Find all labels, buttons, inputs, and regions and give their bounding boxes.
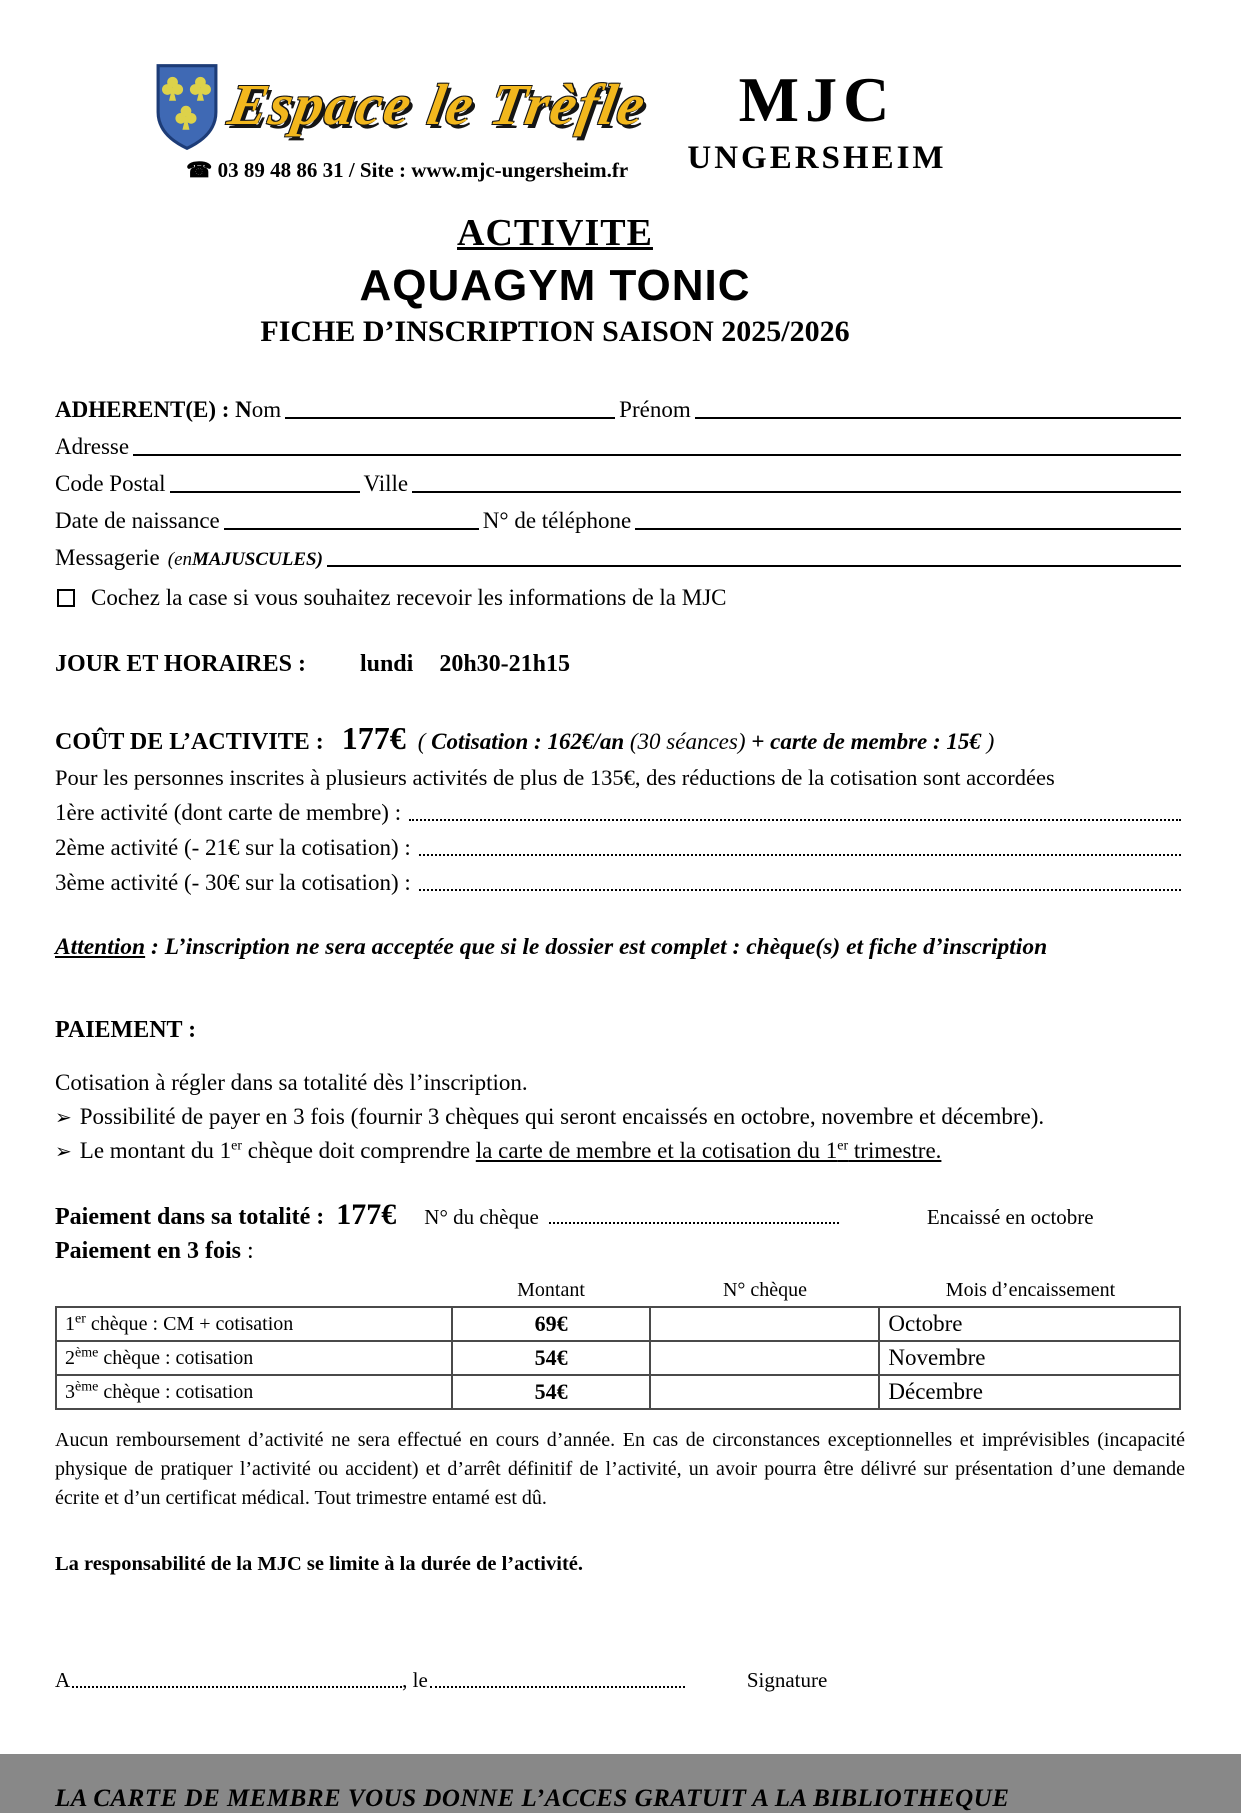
cashed-october-label: Encaissé en octobre	[926, 1205, 1094, 1229]
split-label: Paiement en 3 fois	[55, 1238, 241, 1264]
signature-line	[55, 1668, 1185, 1693]
row-2-amount: 54€	[452, 1341, 650, 1375]
place-label: A	[55, 1668, 71, 1692]
paren-open: (	[417, 729, 426, 754]
payment-table	[55, 1306, 1181, 1410]
row-3-amount: 54€	[452, 1375, 650, 1409]
row-3-label	[56, 1375, 452, 1409]
reduction-line-3	[55, 870, 1185, 896]
schedule-day: lundi	[359, 651, 414, 677]
row-1-cheque-field[interactable]	[650, 1307, 879, 1341]
adresse-field[interactable]	[133, 454, 1181, 456]
cost-membre: carte de membre : 15€	[770, 729, 981, 754]
header-spacer	[55, 1279, 452, 1302]
row-3-num: 3	[65, 1380, 75, 1403]
header-numero-cheque: N° chèque	[722, 1279, 808, 1301]
refund-policy-text: Aucun remboursement d’activité ne sera effectué en cours d’année. En cas de circonstances exceptionnelles et imprévisibles (incapacité physique de pratiquer l’activité ou accident) et d’arrêt définitif de l’activité, un avoir pourra être délivré sur présentation d’une demande écrite et d’un certificat médical. Tout trimestre entamé est dû.	[55, 1429, 1185, 1509]
row-1-month: Octobre	[879, 1307, 1180, 1341]
naissance-label: Date de naissance	[55, 508, 220, 533]
paren-close: )	[986, 729, 995, 754]
row-3-sup: ème	[75, 1378, 99, 1394]
table-row	[56, 1341, 1180, 1375]
telephone-label: N° de téléphone	[482, 508, 632, 533]
schedule-time: 20h30-21h15	[439, 651, 571, 677]
messagerie-field[interactable]	[327, 565, 1181, 567]
form-subtitle: FICHE D’INSCRIPTION SAISON 2025/2026	[260, 315, 850, 348]
activity-label: ACTIVITE	[457, 212, 653, 254]
cost-seances: (30 séances)	[629, 729, 746, 754]
cost-plus: +	[751, 729, 765, 754]
row-2-label	[56, 1341, 452, 1375]
arrow-bullet-icon: ➢	[55, 1107, 72, 1129]
schedule-label: JOUR ET HORAIRES :	[55, 651, 306, 677]
total-price: 177€	[336, 1198, 397, 1231]
row-2-cheque-field[interactable]	[650, 1341, 879, 1375]
reduction-2-field[interactable]	[419, 854, 1181, 856]
row-adresse	[55, 434, 1185, 460]
row-nom-prenom	[55, 397, 1185, 423]
row-naissance-tel	[55, 508, 1185, 534]
messagerie-note-caps: MAJUSCULES)	[192, 549, 323, 570]
row-2-sup: ème	[75, 1344, 99, 1360]
payment-intro: Cotisation à régler dans sa totalité dès l’inscription.	[55, 1070, 528, 1095]
row-2-text: chèque : cotisation	[98, 1346, 254, 1369]
total-payment-line	[55, 1198, 1185, 1232]
bullet-2-sup1: er	[231, 1138, 243, 1154]
messagerie-note-prefix: (en	[167, 549, 193, 570]
row-3-text: chèque : cotisation	[98, 1380, 254, 1403]
cost-line	[55, 720, 1185, 757]
row-1-text: chèque : CM + cotisation	[85, 1312, 294, 1335]
table-row	[56, 1307, 1180, 1341]
phone-icon: ☎	[186, 158, 213, 182]
payment-bullet-1	[55, 1104, 1185, 1130]
attention-text: : L’inscription ne sera acceptée que si le dossier est complet : chèque(s) et fiche d’inscription	[145, 934, 1048, 960]
ville-field[interactable]	[412, 491, 1181, 493]
signature-label: Signature	[746, 1668, 828, 1692]
code-postal-label: Code Postal	[55, 471, 166, 496]
cheque-number-field[interactable]	[549, 1222, 839, 1224]
org-name-block	[687, 64, 947, 177]
bullet-1-text: Possibilité de payer en 3 fois (fournir 3 chèques qui seront encaissés en octobre, novembre et décembre).	[79, 1104, 1045, 1129]
row-3-month: Décembre	[879, 1375, 1180, 1409]
cost-price: 177€	[341, 720, 406, 756]
prenom-field[interactable]	[695, 417, 1181, 419]
reduction-line-2	[55, 835, 1185, 861]
row-2-num: 2	[65, 1346, 75, 1369]
code-postal-field[interactable]	[170, 491, 360, 493]
adherent-form	[55, 397, 1185, 611]
bullet-2-u1: la carte de membre et la cotisation du 1	[475, 1138, 838, 1163]
table-header-row	[55, 1279, 1185, 1302]
telephone-field[interactable]	[635, 528, 1181, 530]
row-3-cheque-field[interactable]	[650, 1375, 879, 1409]
date-field[interactable]	[430, 1686, 685, 1688]
reduction-2-label: 2ème activité (- 21€ sur la cotisation) :	[55, 835, 411, 860]
espace-le-trefle-logo	[155, 62, 659, 183]
org-city: UNGERSHEIM	[687, 140, 947, 176]
row-1-num: 1	[65, 1312, 75, 1335]
date-label: , le	[402, 1668, 428, 1692]
header-mois-encaissement: Mois d’encaissement	[945, 1279, 1116, 1301]
attention-word: Attention	[55, 934, 146, 960]
split-payment-line	[55, 1238, 1185, 1265]
prenom-label: Prénom	[619, 397, 691, 422]
clover-shield-icon	[155, 62, 219, 152]
total-label: Paiement dans sa totalité :	[55, 1204, 325, 1230]
activity-name: AQUAGYM TONIC	[359, 261, 751, 310]
attention-line	[55, 934, 1185, 961]
checkbox-label: Cochez la case si vous souhaitez recevoir les informations de la MJC	[91, 585, 727, 610]
logo-row	[155, 62, 659, 152]
reduction-1-field[interactable]	[409, 819, 1181, 821]
contact-line	[155, 158, 659, 183]
footer-note: LA CARTE DE MEMBRE VOUS DONNE L’ACCES GRATUIT A LA BIBLIOTHEQUE	[55, 1785, 1010, 1812]
bullet-2-sup2: er	[837, 1138, 849, 1154]
header	[55, 0, 1185, 183]
title-block	[55, 211, 1055, 349]
mjc-info-checkbox[interactable]	[57, 589, 75, 607]
ville-label: Ville	[363, 471, 409, 496]
adherent-label-rest: om	[251, 397, 282, 422]
naissance-field[interactable]	[224, 528, 479, 530]
reduction-line-1	[55, 800, 1185, 826]
header-montant: Montant	[517, 1279, 585, 1301]
row-checkbox	[55, 585, 1185, 611]
nom-field[interactable]	[285, 417, 615, 419]
place-field[interactable]	[72, 1686, 402, 1688]
contact-text: 03 89 48 86 31 / Site : www.mjc-ungersheim.fr	[217, 158, 629, 182]
arrow-bullet-icon: ➢	[55, 1141, 72, 1163]
row-1-amount: 69€	[452, 1307, 650, 1341]
responsibility-text: La responsabilité de la MJC se limite à la durée de l’activité.	[55, 1553, 583, 1575]
org-acronym: MJC	[738, 64, 896, 135]
row-cp-ville	[55, 471, 1185, 497]
cheque-number-label: N° du chèque	[424, 1205, 539, 1229]
split-colon: :	[240, 1238, 254, 1264]
bullet-2-underlined	[476, 1138, 942, 1163]
reduction-1-label: 1ère activité (dont carte de membre) :	[55, 800, 402, 825]
row-1-sup: er	[75, 1310, 86, 1326]
table-row	[56, 1375, 1180, 1409]
schedule-line	[55, 651, 1185, 678]
bullet-2-u2: trimestre.	[848, 1138, 942, 1163]
bullet-2-part2: chèque doit comprendre	[242, 1138, 476, 1163]
reduction-3-field[interactable]	[419, 889, 1181, 891]
reduction-3-label: 3ème activité (- 30€ sur la cotisation) :	[55, 870, 411, 895]
messagerie-label: Messagerie	[55, 545, 160, 570]
adherent-label-bold: ADHERENT(E) : N	[55, 397, 252, 422]
cost-cotisation: Cotisation : 162€/an	[431, 729, 625, 754]
row-1-label	[56, 1307, 452, 1341]
cost-label: COÛT DE L’ACTIVITE :	[55, 729, 324, 755]
row-2-month: Novembre	[879, 1341, 1180, 1375]
cost-detail	[418, 729, 995, 755]
logo-script-text: Espace le Trèfle	[223, 71, 652, 137]
row-messagerie	[55, 545, 1185, 571]
payment-bullet-2	[55, 1138, 1185, 1164]
bullet-2-part1: Le montant du 1	[79, 1138, 232, 1163]
payment-title: PAIEMENT :	[55, 1017, 197, 1043]
adresse-label: Adresse	[55, 434, 130, 459]
cost-note: Pour les personnes inscrites à plusieurs activités de plus de 135€, des réductions de la cotisation sont accordées	[55, 765, 1055, 790]
